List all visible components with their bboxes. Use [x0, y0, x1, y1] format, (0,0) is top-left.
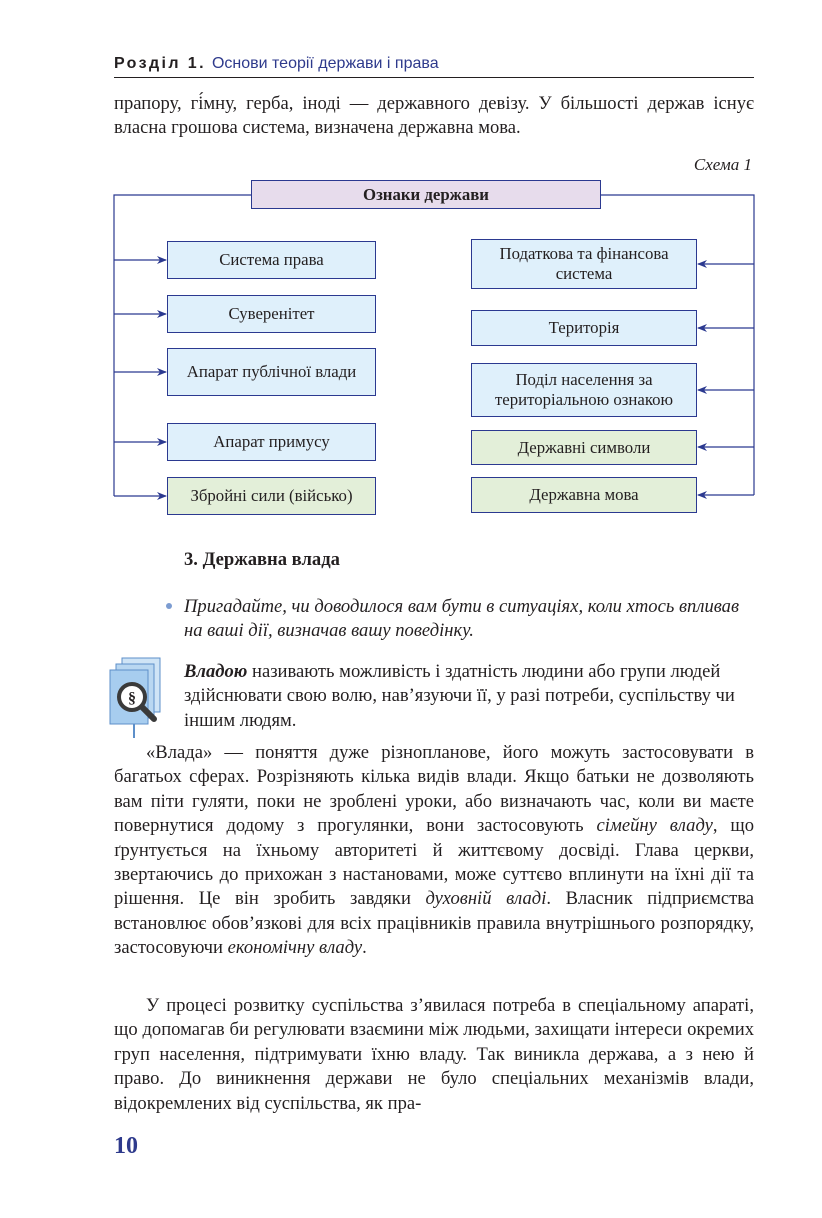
schema-left-item: Збройні сили (військо) — [167, 477, 376, 515]
schema-right-item: Державні символи — [471, 430, 697, 465]
schema-right-item: Податкова та фінансова система — [471, 239, 697, 289]
recall-question: Пригадайте, чи доводилося вам бути в ситуаціях, коли хтось впливав на ваші дії, визначав вашу поведінку. — [184, 596, 740, 642]
svg-text:§: § — [128, 690, 136, 707]
definition-text: називають можливість і здатність людини або групи людей здійснювати свою волю, нав’язуючи її, у разі потреби, суспільству чи іншим людям. — [184, 661, 735, 731]
section-heading: 3. Державна влада — [184, 549, 340, 570]
definition-term: Владою — [184, 661, 248, 682]
text-run: «Влада» — поняття дуже різнопланове, його можуть застосовувати в багатьох сферах. Розрізняють кілька видів влади. Якщо батьки не дозволяють вам піти гуляти, поки не зроблені уроки, або визначають час, коли ви маєте повернутися додому з прогулянки, вони застосовують — [114, 742, 754, 837]
schema-right-item: Територія — [471, 310, 697, 346]
schema-left-item: Система права — [167, 241, 376, 279]
schema-connectors — [0, 0, 822, 560]
body-paragraph-2: У процесі розвитку суспільства з’явилася потреба в спеціальному апараті, що допомагав би регулювати взаємини між людьми, захищати інтереси окремих груп населення, підтримувати їхню владу. Так виникла держава, а з нею й право. До виникнення держави не було спеціальних механізмів влади, відокремлених від суспільства, як пра- — [114, 995, 754, 1114]
paragraph-magnifier-icon — [106, 656, 168, 740]
schema-left-item: Апарат примусу — [167, 423, 376, 461]
page-number: 10 — [114, 1133, 138, 1159]
text-run: . — [362, 937, 367, 959]
bullet-icon — [166, 603, 172, 609]
schema-right-item: Державна мова — [471, 477, 697, 513]
schema-right-item: Поділ населення за територіальною ознакою — [471, 363, 697, 417]
section-title: Основи теорії держави і права — [211, 55, 439, 72]
section-number: Розділ 1. — [114, 55, 206, 72]
schema-title-box: Ознаки держави — [251, 180, 601, 209]
schema-left-item: Апарат публічної влади — [167, 348, 376, 396]
emphasis-spiritual-power: духовній владі — [425, 888, 547, 910]
intro-paragraph: прапору, гі́мну, герба, іноді — державного девізу. У більшості держав існує власна грошова система, визначена державна мова. — [114, 93, 754, 139]
text-run: , що ґрунтується на їхньому авторитеті й життєвому досвіді. Глава церкви, звертаючись до прихожан з настановами, може суттєво вплинути на їхні дії та рішення. Це він зробить завдяки — [114, 815, 754, 910]
text-run: . Власник підприємства встановлює обов’язкові для всіх працівників правила внутрішнього розпорядку, застосовуючи — [114, 888, 754, 959]
definition-block — [184, 660, 754, 733]
body-paragraph-1 — [114, 741, 754, 961]
emphasis-economic-power: економічну владу — [227, 937, 363, 959]
schema-left-item: Суверенітет — [167, 295, 376, 333]
emphasis-family-power: сімейну владу — [596, 815, 713, 837]
schema-label: Схема 1 — [693, 155, 752, 174]
